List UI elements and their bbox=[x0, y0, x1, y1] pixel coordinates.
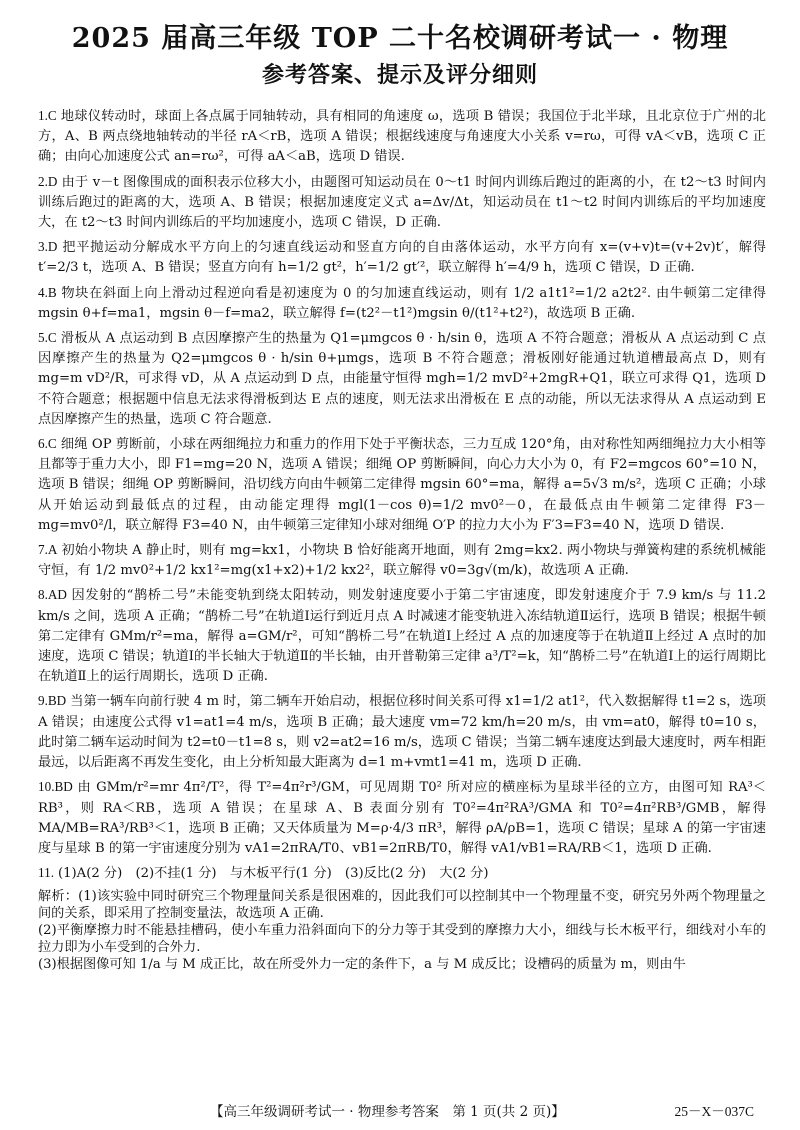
analysis-paragraph-3: (3)根据图像可知 1/a 与 M 成正比，故在所受外力一定的条件下，a 与 M 成反比；设槽码的质量为 m，则由牛 bbox=[38, 957, 686, 973]
answer-number: 10.BD bbox=[38, 779, 73, 795]
page-title: 2025 届高三年级 TOP 二十名校调研考试一 · 物理 bbox=[71, 23, 729, 54]
answer-number: 6.C bbox=[38, 436, 57, 452]
analysis-block bbox=[38, 888, 766, 973]
answer-text: 因发射的“鹊桥二号”未能变轨到绕太阳转动，则发射速度要小于第二宇宙速度，即发射速度介于 7.9 km/s 与 11.2 km/s 之间，选项 A 正确；“鹊桥二号”在轨道Ⅰ运行到近月点 A 时减速才能变轨进入冻结轨道Ⅱ运行，选项 B 错误；根据牛顿第二定律有 GMm/r²=ma，解得 a=GM/r²，可知“鹊桥二号”在轨道Ⅰ上经过 A 点的加速度等于在轨道Ⅱ上经过 A 点时的加速度，选项 C 错误；轨道Ⅰ的半长轴大于轨道Ⅱ的半长轴，由开普勒第三定律 a³/T²=k，知“鹊桥二号”在轨道Ⅰ上的运行周期比在轨道Ⅱ上的运行周期长，选项 D 正确. bbox=[38, 588, 766, 685]
answer-text: 物块在斜面上向上滑动过程逆向看是初速度为 0 的匀加速直线运动，则有 1/2 a1t1²=1/2 a2t2². 由牛顿第二定律得 mgsin θ+f=ma1，mgsin θ－f=ma2，联立解得 f=(t2²－t1²)mgsin θ/(t1²+t2²)，故选项 B 正确. bbox=[38, 285, 766, 321]
answer-number: 5.C bbox=[38, 330, 57, 346]
answer-item-11 bbox=[38, 863, 766, 884]
analysis-paragraph-1: 解析：(1)该实验中同时研究三个物理量间关系是很困难的，因此我们可以控制其中一个物理量不变，研究另外两个物理量之间的关系，即采用了控制变量法，故选项 A 正确. bbox=[38, 889, 766, 922]
page-subtitle: 参考答案、提示及评分细则 bbox=[261, 62, 538, 88]
answer-number: 7.A bbox=[38, 542, 58, 558]
answer-item-8 bbox=[38, 585, 766, 687]
footer-page-info: 【高三年级调研考试一 · 物理参考答案 第 1 页(共 2 页)】 bbox=[210, 1104, 565, 1120]
footer-code: 25－X－037C bbox=[674, 1104, 754, 1119]
answer-text: (1)A(2 分) (2)不挂(1 分) 与木板平行(1 分) (3)反比(2 分) 大(2 分) bbox=[58, 866, 489, 882]
answer-number: 11. bbox=[38, 865, 54, 881]
answer-item-3 bbox=[38, 237, 766, 278]
answer-text: 当第一辆车向前行驶 4 m 时，第二辆车开始启动，根据位移时间关系可得 x1=1/2 at1²，代入数据解得 t1=2 s，选项 A 错误；由速度公式得 v1=at1=4 m/s，选项 B 正确；最大速度 vm=72 km/h=20 m/s，由 vm=at0，解得 t0=10 s，此时第二辆车运动时间为 t2=t0－t1=8 s，则 v2=at2=16 m/s，选项 C 错误；当第二辆车速度达到最大速度时，两车相距最远，以后距离不再发生变化，由上分析知最大距离为 d=1 m+vmt1=41 m，选项 D 正确. bbox=[38, 694, 766, 771]
answer-number: 1.C bbox=[38, 108, 57, 123]
analysis-paragraph-2: (2)平衡摩擦力时不能悬挂槽码，使小车重力沿斜面向下的分力等于其受到的摩擦力大小，细线与长木板平行，细线对小车的拉力即为小车受到的合外力. bbox=[38, 923, 766, 956]
answer-item-4 bbox=[38, 283, 766, 324]
answer-text: 滑板从 A 点运动到 B 点因摩擦产生的热量为 Q1=μmgcos θ · h/sin θ，选项 A 不符合题意；滑板从 A 点运动到 C 点因摩擦产生的热量为 Q2=μmgcos θ · h/sin θ+μmgs，选项 B 不符合题意；滑板刚好能通过轨道槽最高点 D，则有 mg=m vD²/R，可求得 vD，从 A 点运动到 D 点，由能量守恒得 mgh=1/2 mvD²+2mgR+Q1，联立可求得 Q1，选项 D 不符合题意；根据题中信息无法求得滑板到达 E 点的速度，则无法求出滑板在 E 点的动能，所以无法求得从 A 点运动到 E 点因摩擦产生的热量，选项 C 符合题意. bbox=[38, 331, 766, 427]
answer-list bbox=[38, 106, 766, 1096]
answer-item-7 bbox=[38, 540, 766, 581]
answer-number: 4.B bbox=[38, 284, 57, 300]
answer-text: 初始小物块 A 静止时，则有 mg=kx1，小物块 B 恰好能离开地面，则有 2mg=kx2. 两小物块与弹簧构建的系统机械能守恒，有 1/2 mv0²+1/2 kx1²=mg(x1+x2)+1/2 kx2²，联立解得 v0=3g√(m/k)，故选项 A 正确. bbox=[38, 543, 766, 579]
answer-text: 把平抛运动分解成水平方向上的匀速直线运动和竖直方向的自由落体运动，水平方向有 x=(v+v)t=(v+2v)t′，解得 t′=2/3 t，选项 A、B 错误；竖直方向有 h=1/2 gt²，h′=1/2 gt′²，联立解得 h′=4/9 h，选项 C 错误，D 正确. bbox=[38, 240, 766, 276]
answer-item-9 bbox=[38, 691, 766, 773]
answer-number: 3.D bbox=[38, 239, 58, 255]
answer-text: 细绳 OP 剪断前，小球在两细绳拉力和重力的作用下处于平衡状态，三力互成 120°角，由对称性知两细绳拉力大小相等且都等于重力大小，即 F1=mg=20 N，选项 A 错误；细绳 OP 剪断瞬间，向心力大小为 0，有 F2=mgcos 60°=10 N，选项 B 错误；细绳 OP 剪断瞬间，沿切线方向由牛顿第二定律得 mgsin 60°=ma，解得 a=5√3 m/s²，选项 C 正确；小球从开始运动到最低点的过程，由动能定理得 mgl(1－cos θ)=1/2 mv0²－0，在最低点由牛顿第二定律得 F3－mg=mv0²/l，联立解得 F3=40 N，由牛顿第三定律知小球对细绳 O′P 的拉力大小为 F′3=F3=40 N，选项 D 错误. bbox=[38, 437, 766, 533]
page-footer bbox=[0, 1100, 800, 1122]
answer-item-10 bbox=[38, 777, 766, 859]
answer-text: 地球仪转动时，球面上各点属于同轴转动，具有相同的角速度 ω，选项 B 错误；我国位于北半球，且北京位于广州的北方，A、B 两点绕地轴转动的半径 rA＜rB，选项 A 错误；根据线速度与角速度大小关系 v=rω，可得 vA＜vB，选项 C 正确；由向心加速度公式 an=rω²，可得 aA＜aB，选项 D 错误. bbox=[38, 109, 766, 165]
answer-item-6 bbox=[38, 434, 766, 536]
answer-number: 2.D bbox=[38, 173, 58, 189]
answer-number: 8.AD bbox=[38, 587, 67, 603]
answer-text: 由于 v－t 图像围成的面积表示位移大小，由题图可知运动员在 0～t1 时间内训练后跑过的距离的小，在 t2～t3 时间内训练后跑过的距离的大，选项 A、B 错误；根据加速度定义式 a=Δv/Δt，知运动员在 t1～t2 时间内训练后的平均加速度大，在 t2～t3 时间内训练后的平均加速度小，选项 C 错误，D 正确. bbox=[38, 174, 766, 231]
answer-item-2 bbox=[38, 172, 766, 234]
answer-item-1 bbox=[38, 106, 766, 168]
answer-number: 9.BD bbox=[38, 693, 67, 709]
answer-item-5 bbox=[38, 328, 766, 430]
answer-text: 由 GMm/r²=mr 4π²/T²，得 T²=4π²r³/GM，可见周期 T0² 所对应的横座标为星球半径的立方，由图可知 RA³＜RB³，则 RA＜RB，选项 A 错误；在星球 A、B 表面分别有 T0²=4π²RA³/GMA 和 T0²=4π²RB³/GMB，解得 MA/MB=RA³/RB³＜1，选项 B 正确；又天体质量为 M=ρ·4/3 πR³，解得 ρA/ρB=1，选项 C 错误；星球 A 的第一宇宙速度与星球 B 的第一宇宙速度分别为 vA1=2πRA/T0、vB1=2πRB/T0，解得 vA1/vB1=RA/RB＜1，选项 D 正确. bbox=[38, 780, 766, 856]
